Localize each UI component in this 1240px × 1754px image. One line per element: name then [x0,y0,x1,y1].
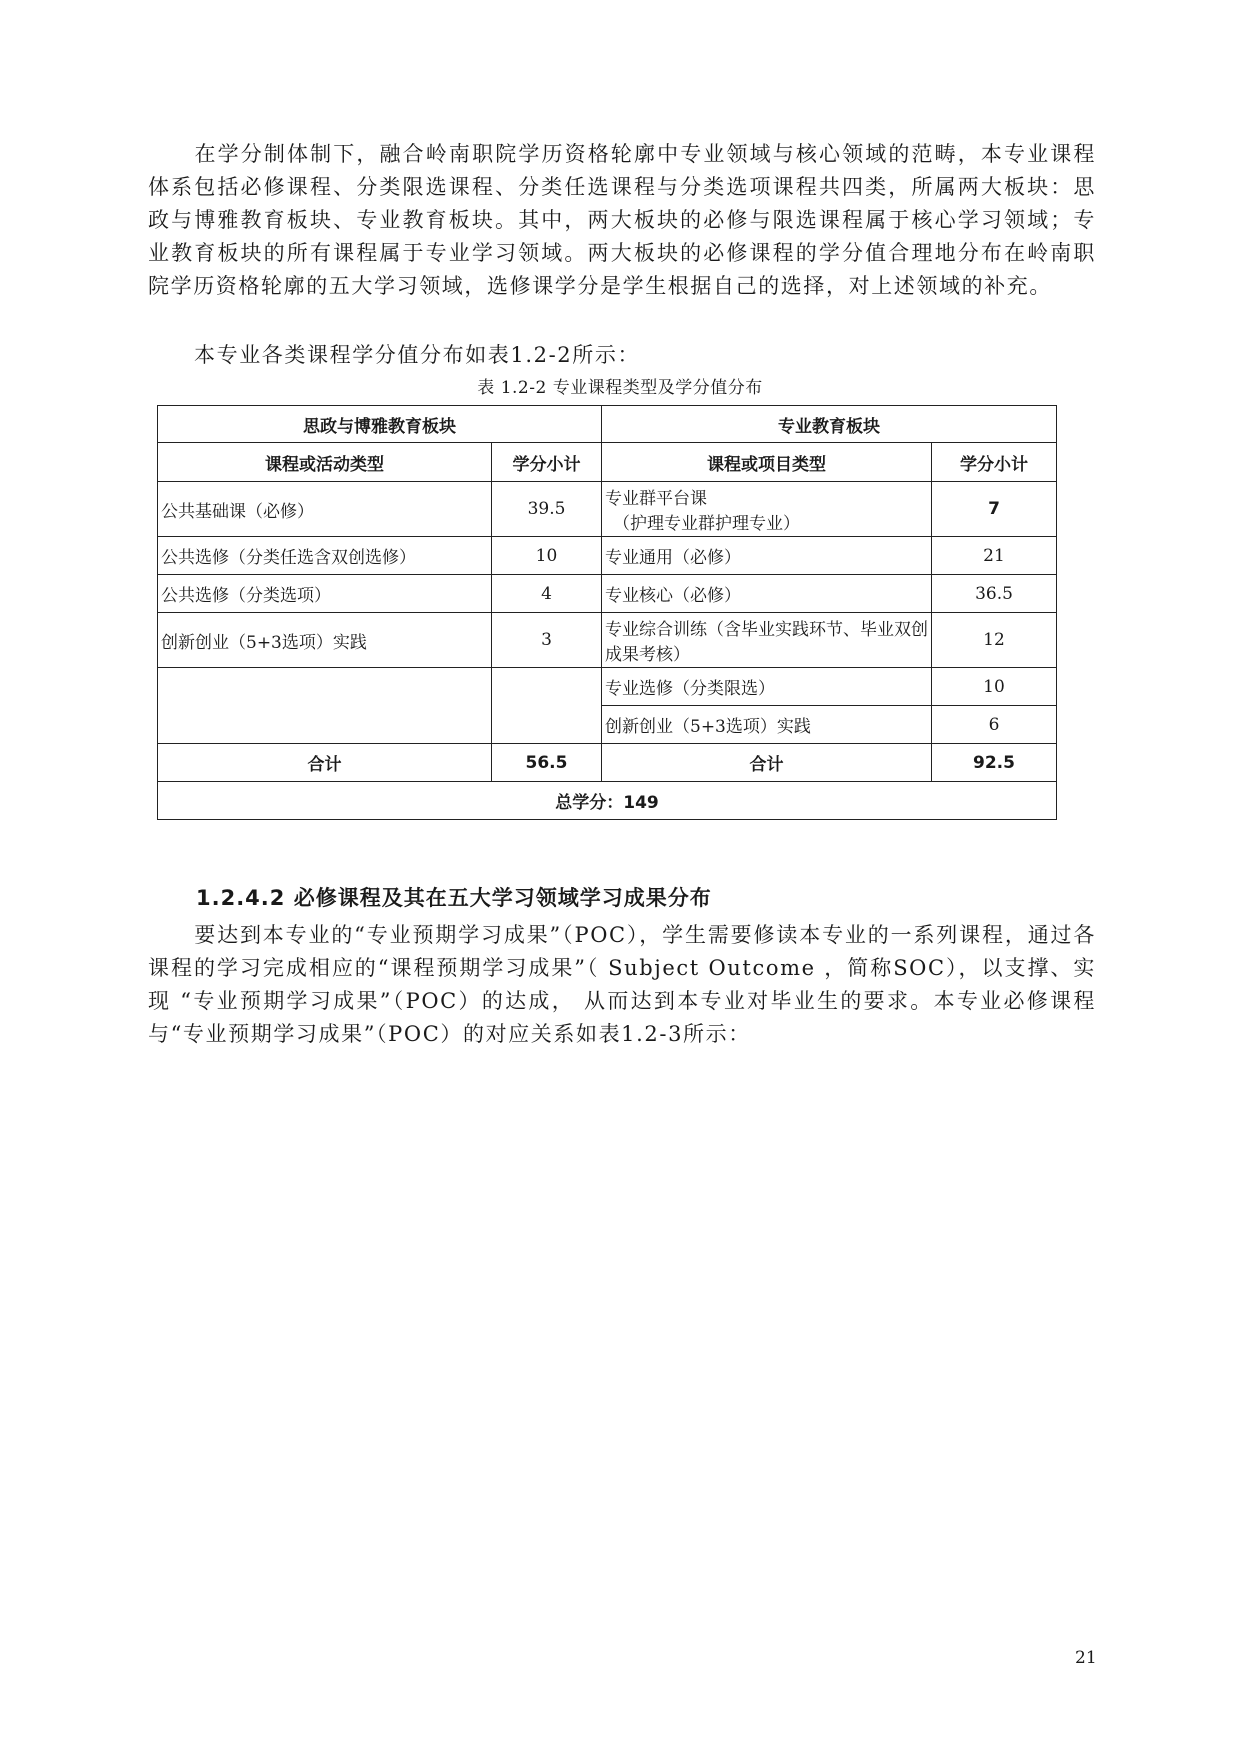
total-label-right: 合计 [602,744,932,782]
right-type-line1: 专业群平台课 [605,489,707,509]
left-col-credits-header: 学分小计 [492,443,602,482]
right-credits-cell: 7 [932,482,1057,537]
right-type-cell [602,482,932,537]
right-col-credits-header: 学分小计 [932,443,1057,482]
table-caption: 表 1.2-2 专业课程类型及学分值分布 [477,378,763,398]
total-label-left: 合计 [158,744,492,782]
right-credits-cell: 12 [932,613,1057,668]
left-col-type-header: 课程或活动类型 [158,443,492,482]
right-col-type-header: 课程或项目类型 [602,443,932,482]
table-row [158,482,1057,537]
grand-total: 总学分：149 [158,782,1057,820]
grand-total-row [158,782,1057,820]
right-type-cell: 专业通用（必修） [602,537,932,575]
right-type-cell: 专业选修（分类限选） [602,668,932,706]
right-credits-cell: 36.5 [932,575,1057,613]
block-header-row [158,406,1057,443]
right-credits-cell: 21 [932,537,1057,575]
section-heading: 1.2.4.2 必修课程及其在五大学习领域学习成果分布 [196,886,712,910]
column-header-row [158,443,1057,482]
total-left-value: 56.5 [492,744,602,782]
left-type-cell: 公共基础课（必修） [158,482,492,537]
total-row [158,744,1057,782]
left-type-cell: 公共选修（分类任选含双创选修） [158,537,492,575]
total-right-value: 92.5 [932,744,1057,782]
table-row [158,575,1057,613]
table-row [158,613,1057,668]
left-credits-cell: 10 [492,537,602,575]
table-lead-sentence: 本专业各类课程学分值分布如表1.2-2所示： [194,343,641,367]
right-type-cell: 专业核心（必修） [602,575,932,613]
left-type-cell: 公共选修（分类选项） [158,575,492,613]
left-type-cell: 创新创业（5+3选项）实践 [158,613,492,668]
left-type-cell-empty [158,668,492,744]
credit-distribution-table [157,405,1057,820]
left-credits-cell: 4 [492,575,602,613]
table-row [158,668,1057,706]
poc-paragraph: 要达到本专业的“专业预期学习成果”（POC），学生需要修读本专业的一系列课程，通过各课程的学习完成相应的“课程预期学习成果”（ Subject Outcome ，简称SOC），以支撑、实现 “专业预期学习成果”（POC）的达成， 从而达到本专业对毕业生的要求。本专业必修课程与“专业预期学习成果”（POC）的对应关系如表1.2-3所示： [148,923,1096,1046]
left-credits-cell: 3 [492,613,602,668]
right-type-cell: 专业综合训练（含毕业实践环节、毕业双创成果考核） [602,613,932,668]
page-number: 21 [1075,1648,1097,1668]
right-credits-cell: 6 [932,706,1057,744]
right-type-cell: 创新创业（5+3选项）实践 [602,706,932,744]
right-block-title: 专业教育板块 [602,406,1057,443]
right-credits-cell: 10 [932,668,1057,706]
left-credits-cell-empty [492,668,602,744]
left-block-title: 思政与博雅教育板块 [158,406,602,443]
intro-paragraph: 在学分制体制下，融合岭南职院学历资格轮廓中专业领域与核心领域的范畴，本专业课程体系包括必修课程、分类限选课程、分类任选课程与分类选项课程共四类，所属两大板块：思政与博雅教育板块、专业教育板块。其中，两大板块的必修与限选课程属于核心学习领域；专业教育板块的所有课程属于专业学习领域。两大板块的必修课程的学分值合理地分布在岭南职院学历资格轮廓的五大学习领域，选修课学分是学生根据自己的选择，对上述领域的补充。 [148,142,1096,298]
right-type-line2: （护理专业群护理专业） [613,514,800,534]
left-credits-cell: 39.5 [492,482,602,537]
table-row [158,537,1057,575]
